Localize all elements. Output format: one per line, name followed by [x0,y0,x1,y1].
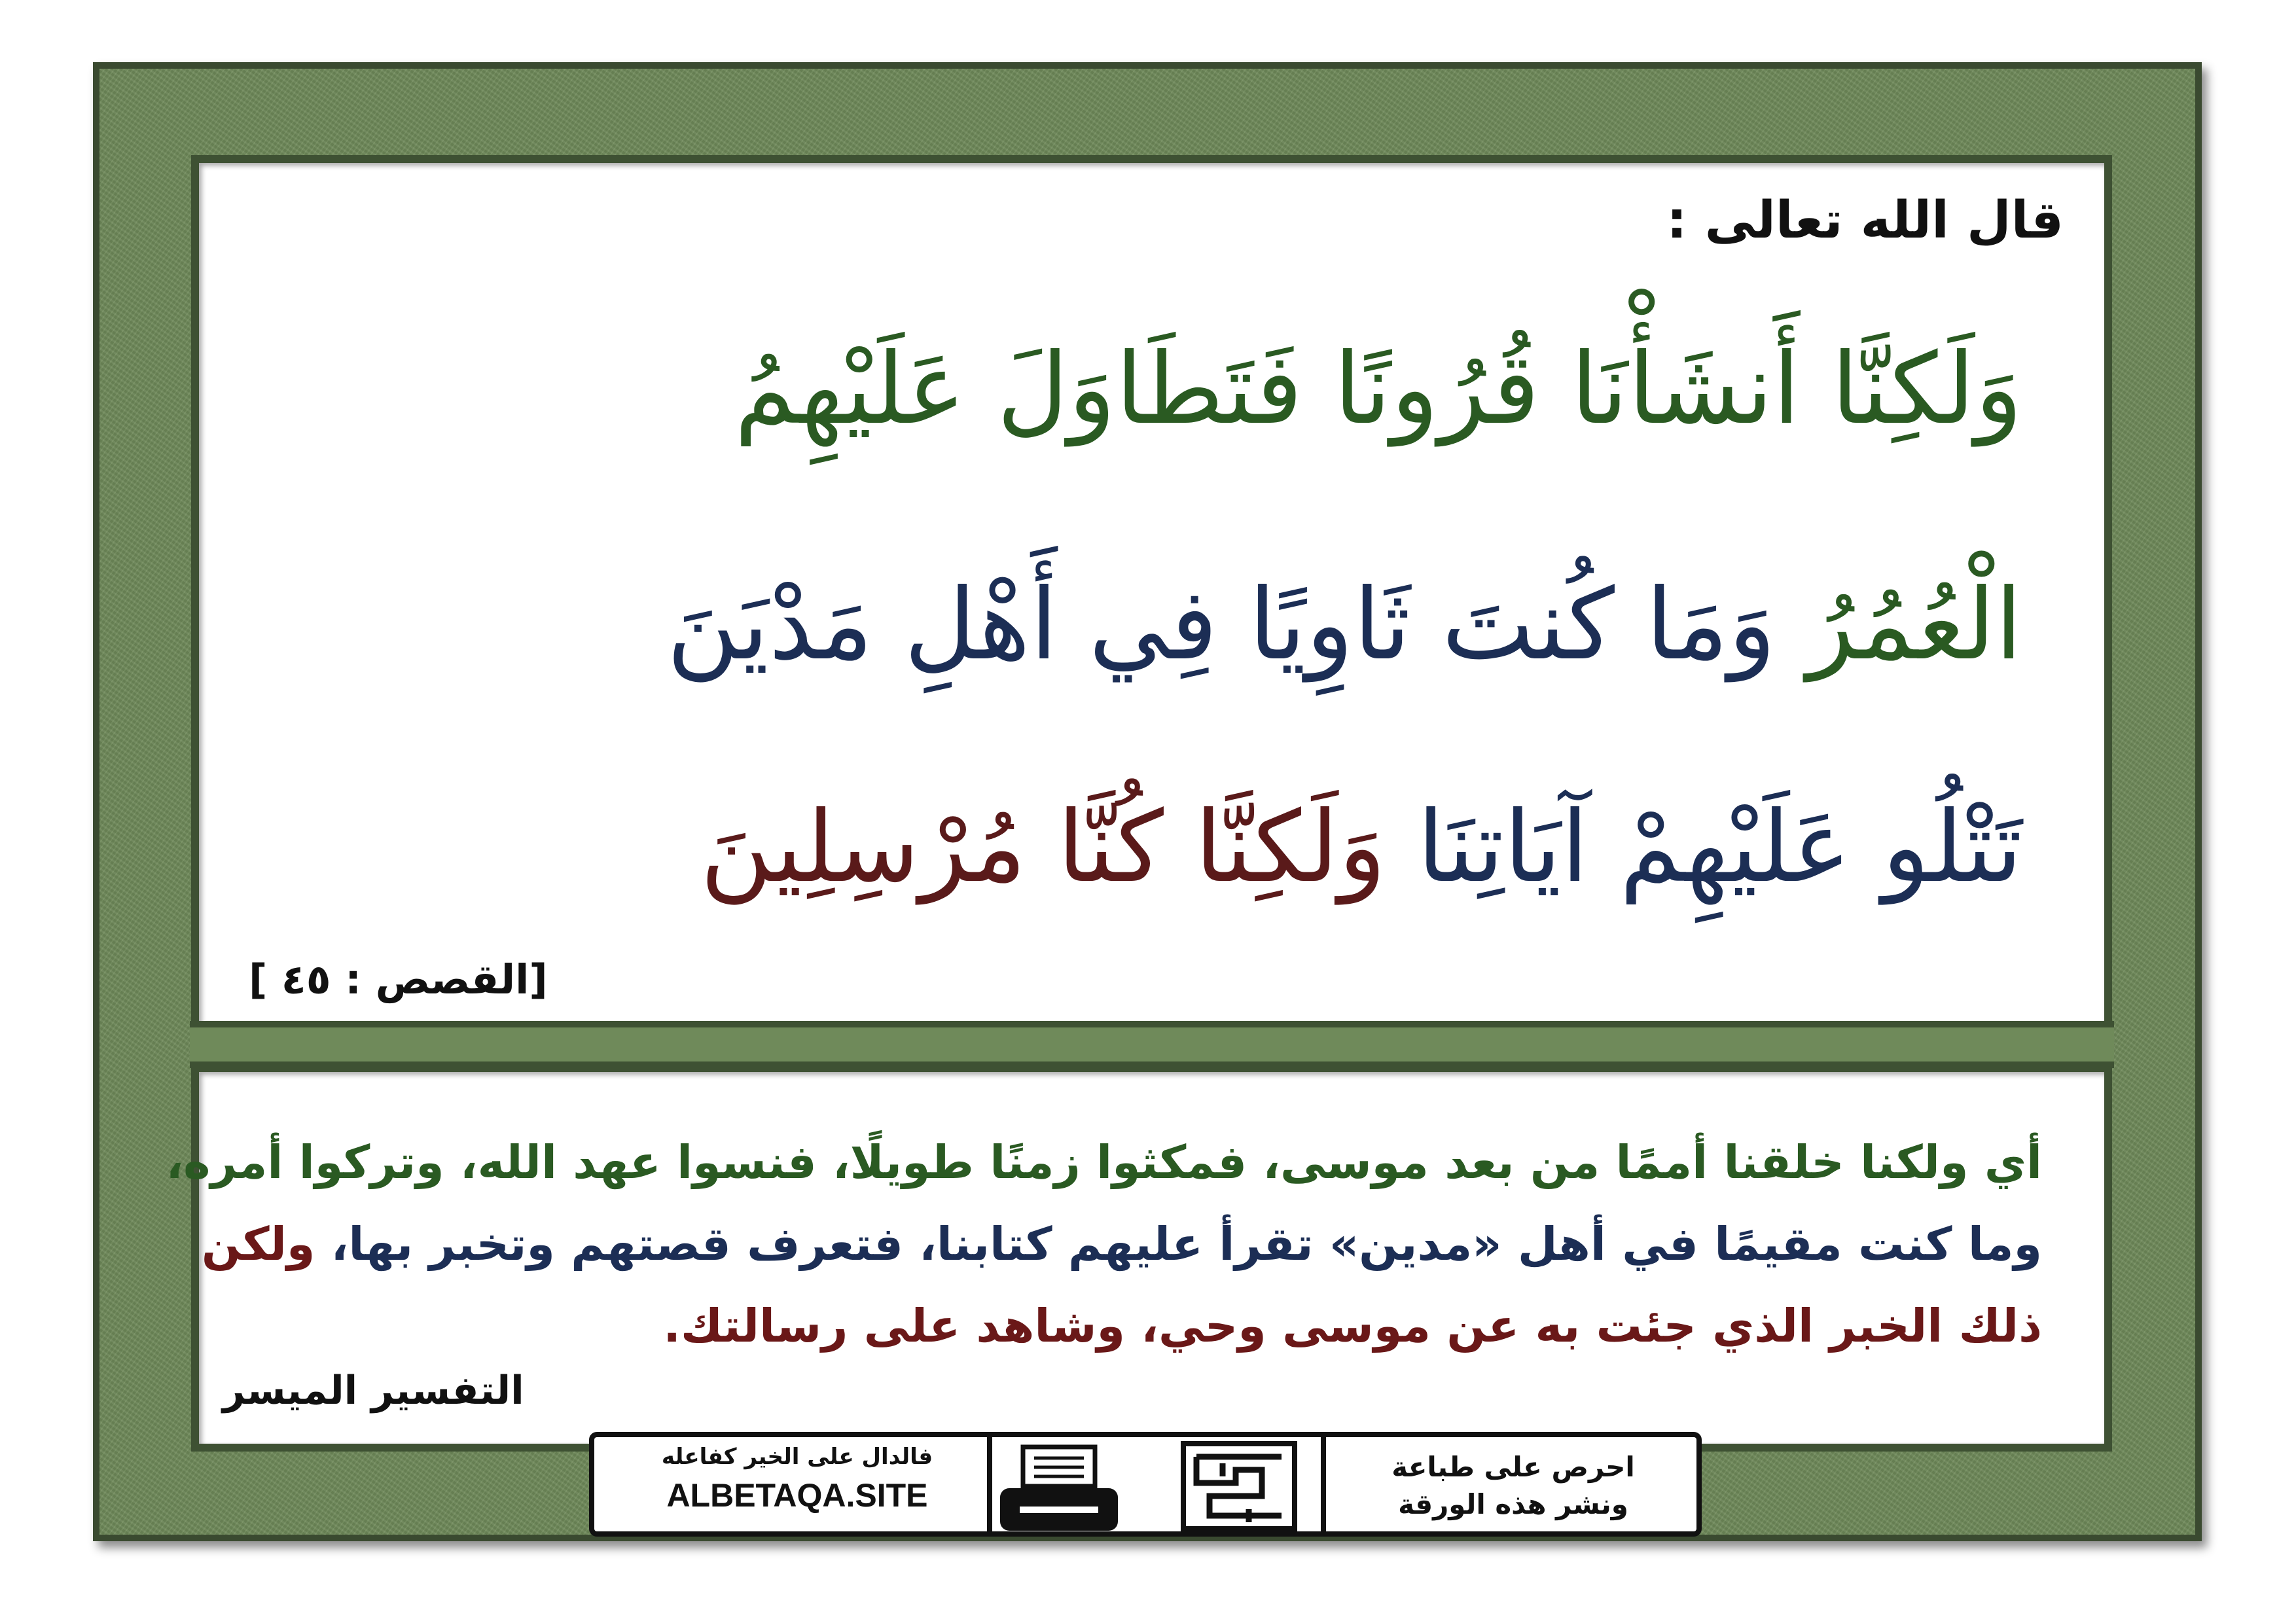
verse-line-3 [268,791,2022,904]
verse-line-3-blue: تَتْلُو عَلَيْهِمْ آيَاتِنَا [1417,791,2022,904]
intro-heading: قال الله تعالى : [1666,191,2064,250]
verse-line-3-red: وَلَكِنَّا كُنَّا مُرْسِلِينَ [700,791,1386,904]
footer-divider-2 [1321,1437,1326,1531]
footer-left [614,1444,980,1514]
footer-right-line-2: ونشر هذه الورقة [1398,1488,1628,1520]
divider-bar [190,1021,2114,1068]
verse-line-2-rest: وَمَا كُنتَ ثَاوِيًا فِي أَهْلِ مَدْيَنَ [666,568,1776,682]
verse-line-1: وَلَكِنَّا أَنشَأْنَا قُرُونًا فَتَطَاوَلَ عَلَيْهِمُ [734,332,2022,446]
tafsir-line-1: أي ولكنا خلقنا أممًا من بعد موسى، فمكثوا زمنًا طويلًا، فنسوا عهد الله، وتركوا أمره، [166,1135,2042,1189]
surah-reference: [القصص : ٤٥ ] [249,955,548,1003]
footer-right [1356,1449,1670,1523]
verse-line-2 [268,568,2022,682]
site-link[interactable]: ALBETAQA.SITE [666,1477,928,1514]
tafsir-line-2 [201,1217,2042,1271]
footer-box [589,1432,1702,1537]
printer-icon [994,1444,1124,1535]
dawah-paper-logo-icon [1170,1437,1308,1535]
verse-line-2-green: الْعُمُرُ [1806,568,2022,682]
tafsir-source: التفسير الميسر [223,1368,524,1414]
footer-right-line-1: احرص على طباعة [1391,1451,1635,1483]
tafsir-line-2-red: ولكن [201,1217,315,1271]
tafsir-line-2-blue: وما كنت مقيمًا في أهل «مدين» تقرأ عليهم كتابنا، فتعرف قصتهم وتخبر بها، [331,1217,2042,1271]
footer-saying: فالدال على الخير كفاعله [661,1444,933,1470]
tafsir-line-3: ذلك الخبر الذي جئت به عن موسى وحي، وشاهد على رسالتك. [663,1299,2042,1353]
footer-divider [987,1437,992,1531]
